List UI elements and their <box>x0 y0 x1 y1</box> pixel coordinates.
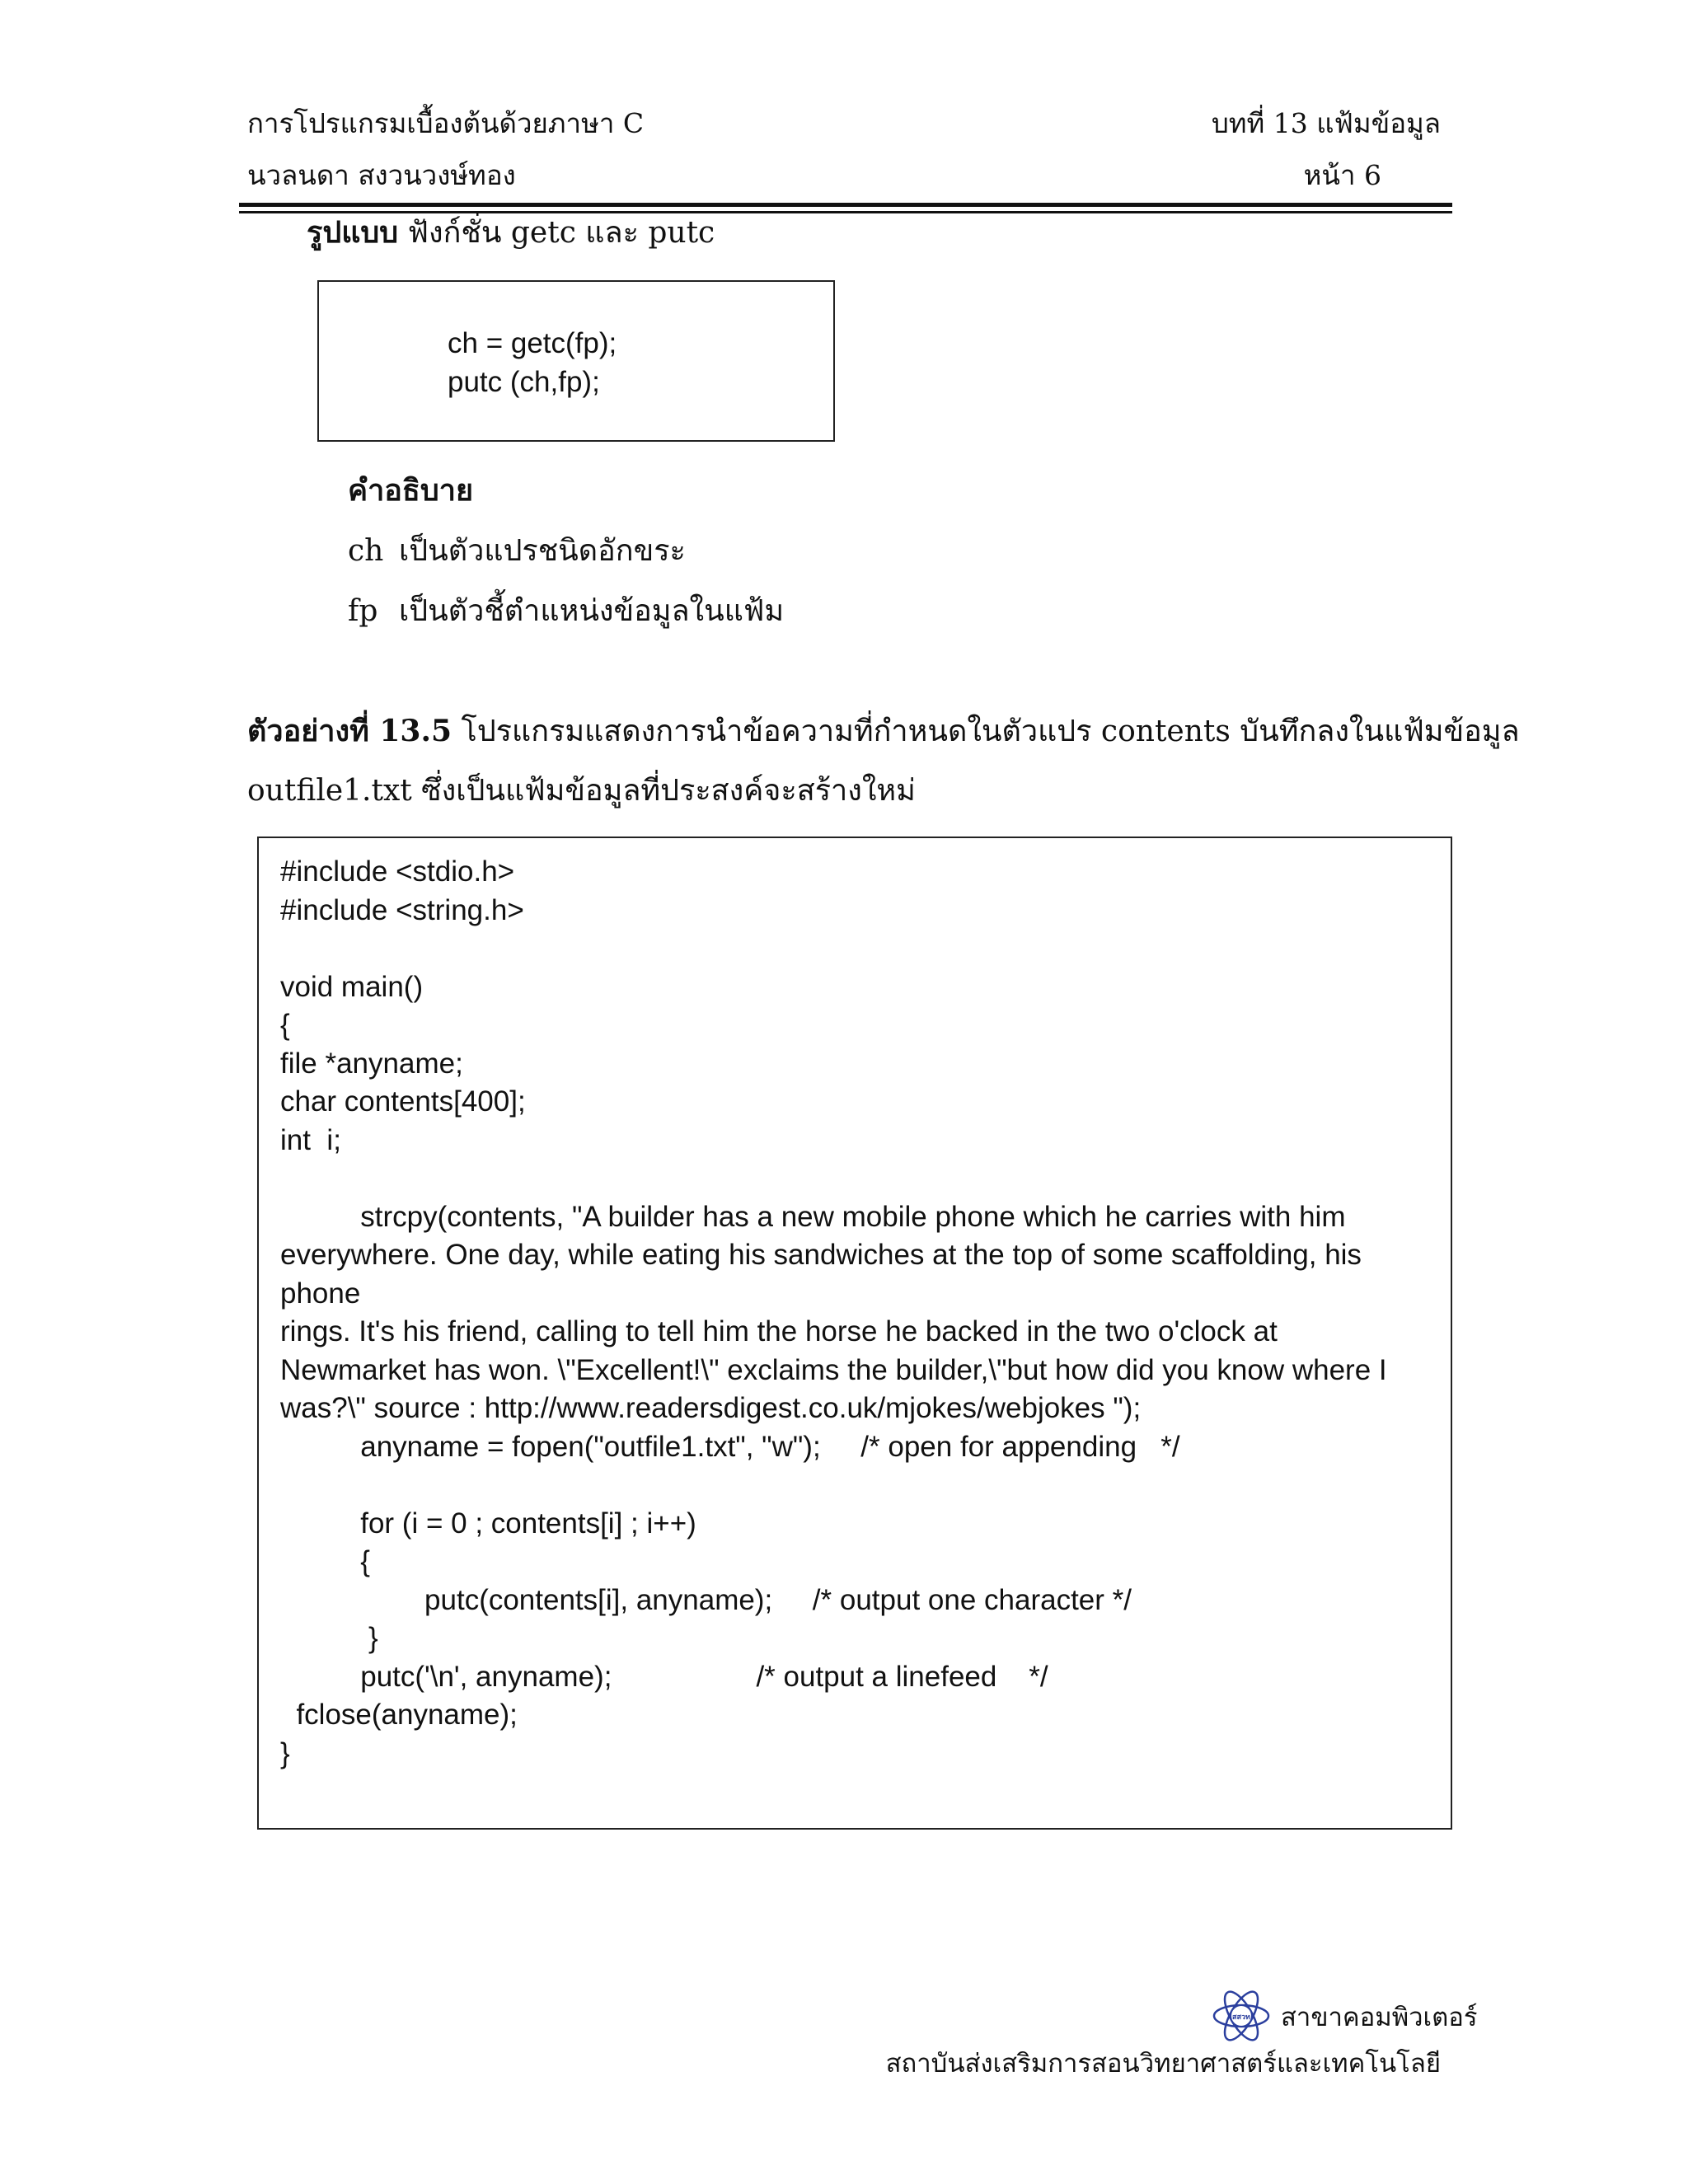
explanation-desc: เป็นตัวแปรชนิดอักขระ <box>399 534 686 568</box>
example-code: #include <stdio.h> #include <string.h> void main() { file *anyname; char contents[400]; int i; strcpy(contents, "A builder has a new mobile phone which he carries with him everywhere. One day, while eating his sandwiches at the top of some scaffolding, his phone rings. It's his friend, calling to tell him the horse he backed in the two o'clock at Newmarket has won. \"Excellent!\" exclaims the builder,\"but how did you know where I was?\" source : http://www.readersdigest.co.uk/mjokes/webjokes "); anyname = fopen("outfile1.txt", "w"); /* open for appending */ for (i = 0 ; contents[i] ; i++) { putc(contents[i], anyname); /* output one character */ } putc('\n', anyname); /* output a linefeed */ fclose(anyname); } <box>280 855 1387 1769</box>
syntax-heading-text: ฟังก์ชั่น getc และ putc <box>398 216 715 250</box>
syntax-heading <box>307 214 715 251</box>
syntax-code: ch = getc(fp); putc (ch,fp); <box>448 327 617 398</box>
explanation-title: คำอธิบาย <box>348 473 474 508</box>
explanation-item-ch <box>348 533 686 569</box>
explanation-item-fp <box>348 593 784 630</box>
institute-logo-icon <box>1212 1986 1271 2046</box>
course-title: การโปรแกรมเบื้องต้นด้วยภาษา C <box>247 107 645 139</box>
chapter-title: บทที่ 13 แฟ้มข้อมูล <box>1211 107 1441 139</box>
author-name: นวลนดา สงวนวงษ์ทอง <box>247 159 516 191</box>
syntax-code-box <box>317 280 835 442</box>
footer-department: สาขาคอมพิวเตอร์ <box>1281 2003 1478 2032</box>
logo-text: สสวท <box>1232 2013 1250 2022</box>
explanation-term: ch <box>348 534 384 568</box>
syntax-heading-label: รูปแบบ <box>307 215 399 250</box>
example-line-2: outfile1.txt ซึ่งเป็นแฟ้มข้อมูลที่ประสงค์จะสร้างใหม่ <box>247 774 916 808</box>
example-heading <box>247 713 1520 750</box>
header-divider-thick <box>239 203 1452 207</box>
explanation-term: fp <box>348 594 378 628</box>
example-line-1: โปรแกรมแสดงการนำข้อความที่กำหนดในตัวแปร contents บันทึกลงในแฟ้มข้อมูล <box>452 715 1520 748</box>
page-number: หน้า 6 <box>1303 159 1381 191</box>
header-divider-thin <box>239 211 1452 213</box>
example-label: ตัวอย่างที่ 13.5 <box>247 714 452 748</box>
explanation-desc: เป็นตัวชี้ตำแหน่งข้อมูลในแฟ้ม <box>399 594 785 628</box>
footer-institute: สถาบันส่งเสริมการสอนวิทยาศาสตร์และเทคโนโลยี <box>885 2049 1441 2079</box>
example-code-box <box>257 837 1452 1830</box>
